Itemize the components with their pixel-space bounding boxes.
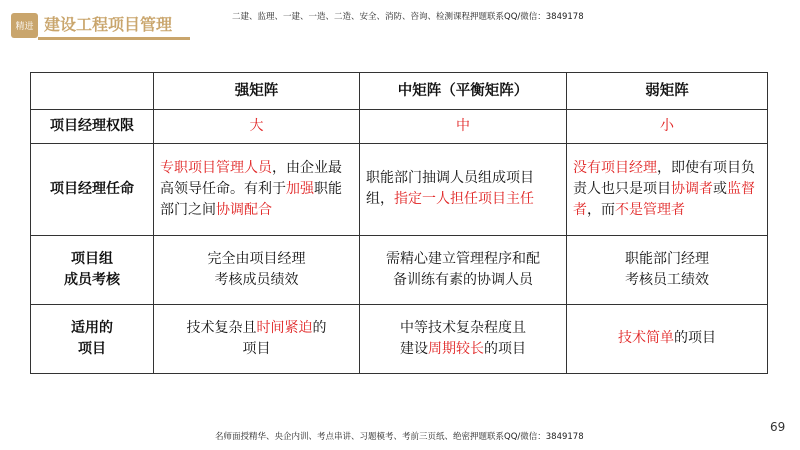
- page-number: 69: [770, 420, 786, 434]
- cell-text-red: 专职项目管理人员: [160, 159, 272, 176]
- row-label-line: 项目: [78, 340, 106, 357]
- cell-assessment-medium: [360, 235, 567, 304]
- cell-text: 的: [312, 319, 327, 336]
- cell-line: 考核成员绩效: [214, 271, 299, 288]
- cell-line: 完全由项目经理: [207, 250, 306, 267]
- header-cell-weak-matrix: 弱矩阵: [567, 73, 768, 110]
- cell-applicable-medium: [360, 304, 567, 373]
- cell-text: 的项目: [484, 340, 526, 357]
- cell-text-red: 周期较长: [428, 340, 484, 357]
- cell-text-red: 加强: [286, 180, 314, 197]
- cell-text-red: 没有项目经理: [573, 159, 657, 176]
- cell-authority-medium: 中: [360, 110, 567, 144]
- cell-text: 项目: [242, 340, 271, 357]
- cell-assessment-weak: [567, 235, 768, 304]
- cell-text-red: 监督者: [573, 180, 755, 218]
- cell-text-red: 不是管理者: [615, 201, 685, 218]
- logo-badge: 精进: [11, 13, 38, 38]
- table-row: [31, 235, 768, 304]
- cell-appointment-weak: [567, 144, 768, 236]
- cell-text-red: 协调者: [671, 180, 713, 197]
- cell-line: 职能部门经理: [625, 250, 709, 267]
- matrix-comparison-table: [30, 72, 768, 374]
- cell-text: 职能部门之间: [160, 180, 342, 218]
- cell-appointment-strong: [154, 144, 360, 236]
- table-row: [31, 110, 768, 144]
- cell-text: 的项目: [674, 330, 716, 347]
- cell-text-red: 技术简单: [618, 330, 674, 347]
- row-label-assessment: [31, 235, 154, 304]
- header-cell-balanced-matrix: 中矩阵（平衡矩阵）: [360, 73, 567, 110]
- footer-contact-note: 名师面授精华、央企内训、考点串讲、习题模考、考前三页纸、绝密押题联系QQ/微信：3849178: [215, 432, 584, 442]
- cell-authority-strong: 大: [154, 110, 360, 144]
- cell-text: 技术复杂且: [186, 319, 257, 336]
- header-cell-strong-matrix: 强矩阵: [154, 73, 360, 110]
- cell-line: 考核员工绩效: [625, 271, 709, 288]
- cell-applicable-weak: [567, 304, 768, 373]
- cell-line: 备训练有素的协调人员: [393, 271, 533, 288]
- row-label-line: 成员考核: [64, 271, 120, 288]
- row-label-line: 项目组: [71, 250, 113, 267]
- cell-authority-weak: 小: [567, 110, 768, 144]
- cell-text-red: 指定一人担任项目主任: [394, 191, 534, 208]
- row-label-applicable-projects: [31, 304, 154, 373]
- table-row: [31, 144, 768, 236]
- cell-text: 建设: [400, 340, 428, 357]
- table-header-row: [31, 73, 768, 110]
- cell-text: ，由企业最高领导任命。有利于: [160, 159, 342, 197]
- cell-text: ，即使有项目负责人也只是项目: [573, 159, 755, 197]
- cell-line: 需精心建立管理程序和配: [386, 250, 540, 267]
- row-label-line: 适用的: [71, 319, 113, 336]
- header-contact-note: 二建、监理、一建、一造、二造、安全、消防、咨询、检测课程押题联系QQ/微信：3849178: [232, 12, 584, 22]
- table-row: [31, 304, 768, 373]
- cell-text: 或: [713, 180, 727, 197]
- page-title: 建设工程项目管理: [44, 15, 173, 34]
- header-cell-empty: [31, 73, 154, 110]
- row-label-appointment: 项目经理任命: [31, 144, 154, 236]
- row-label-authority: 项目经理权限: [31, 110, 154, 144]
- cell-applicable-strong: [154, 304, 360, 373]
- cell-text: ，而: [587, 201, 615, 218]
- cell-text-red: 协调配合: [216, 201, 272, 218]
- cell-text: 中等技术复杂程度且: [400, 319, 526, 336]
- cell-appointment-medium: [360, 144, 567, 236]
- cell-assessment-strong: [154, 235, 360, 304]
- cell-text: 职能部门抽调人员组成项目组，: [366, 170, 534, 208]
- cell-text-red: 时间紧迫: [256, 319, 313, 336]
- title-underline: [38, 37, 190, 40]
